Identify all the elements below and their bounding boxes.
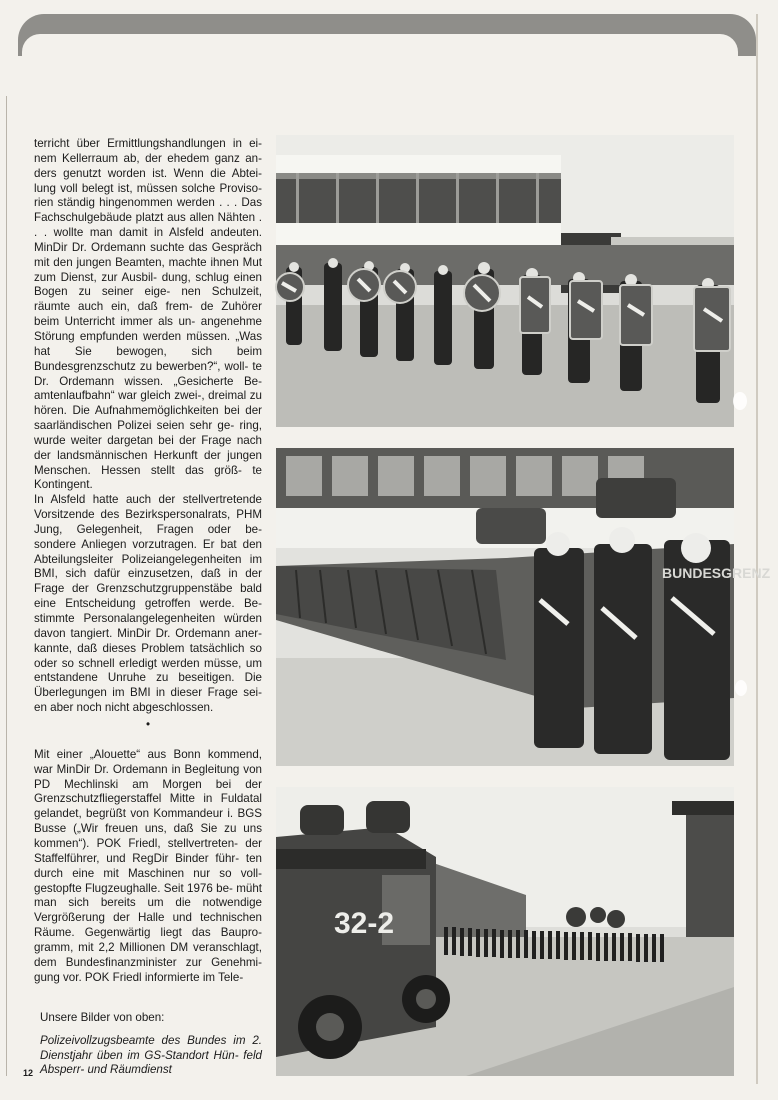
vehicle-number: 32-2 [334,907,395,940]
scan-speck [733,392,747,410]
article-paragraph: Mit einer „Alouette“ aus Bonn kommend, war MinDir Dr. Ordemann in Begleitung von PD Mechlinski am Morgen bei der Grenzschutzfliegerstaffel Mitte in Fuldatal gelandet, begrüßt von Kommandeur i. BGS Busse („Wir freuen uns, daß Sie zu uns kommen“). POK Friedl, stellvertreten- der Staffelführer, und RegDir Binder führ- ten durch eine mit Maschinen nur so voll- gestopfte Flugzeughalle. Seit 1976 be- müht man sich bereits um die notwendige Vergrößerung der Halle und technischen Räume. Gegenwärtig liegt das Baupro- gramm, mit 2,2 Millionen DM veranschlagt, dem Bundesfinanzminister zur Genehmi- gung vor. POK Friedl informierte im Tele- [34,747,262,984]
article-paragraph: terricht über Ermittlungshandlungen in ei- nem Kellerraum ab, der ehedem ganz an- ders genutzt worden ist. Wenn die Abtei- lung voll belegt ist, müssen solche Proviso- rien ständig hingenommen werden . . . Das Fachschulgebäude platzt aus allen Nähten . . . wollte man damit in Alsfeld andeuten. MinDir Dr. Ordemann suchte das Gespräch mit den jungen Beamten, machte ihnen Mut zum Dienst, zur Ausbil- dung, schlug einen Bogen zu seiner eige- nen Schulzeit, räumte auch ein, daß frem- de Zuhörer beim Unterricht immer als un- angenehme Störung empfunden werden müssen. „Was hat Sie bewogen, sich beim Bundesgrenzschutz zu bewerben?“, woll- te Dr. Ordemann wissen. „Gesicherte Be- amtenlaufbahn“ war gleich zwei-, dreimal zu hören. Die Aufnahmemöglichkeiten bei der saarländischen Polizei seien sehr ge- ring, wurde weiter dargetan bei der Frage nach der landsmännischen Herkunft der jungen Menschen. Hessen stellt das größ- te Kontingent. [34,137,262,492]
photo-armored-vehicles-image [276,448,771,766]
captions-title: Unsere Bilder von oben: [40,1011,165,1024]
captions-text: Polizeivollzugsbeamte des Bundes im 2. Dienstjahr üben im GS-Standort Hün- feld Absperr- und Räumdienst [40,1033,262,1077]
vehicle-lettering: BUNDESGRENZ [662,565,771,581]
section-separator: • [145,717,151,731]
photo-police-line-image [276,135,734,427]
photo-armored-vehicles [276,448,771,766]
article-paragraph: In Alsfeld hatte auch der stellvertretende Vorsitzende des Bezirkspersonalrats, PHM Jung, Gelegenheit, Fragen oder be- sondere Anliegen vorzutragen. Er bat den Abteilungsleiter Polizeiangelegenheiten im BMI, sich dafür einzusetzen, daß in der Frage der Grenzschutzgruppenstäbe bald eine Entscheidung getroffen werde. Be- stimmte Personalangelegenheiten würden davon tangiert. MinDir Dr. Ordemann aner- kannte, daß dieses Problem tatsächlich so oder so schnell erledigt werden müsse, um entstandene Unruhe zu beseitigen. Die Überlegungen im BMI in dieser Frage sei- en aber noch nicht abgeschlossen. [34,493,262,715]
page-number: 12 [23,1068,34,1078]
photo-fire-truck-image [276,787,734,1076]
photo-police-line [276,135,734,427]
article-text-column [34,137,262,985]
scan-speck [735,680,747,696]
page-left-edge [6,96,7,1076]
photo-captions [40,1011,262,1078]
photo-fire-truck [276,787,734,1076]
